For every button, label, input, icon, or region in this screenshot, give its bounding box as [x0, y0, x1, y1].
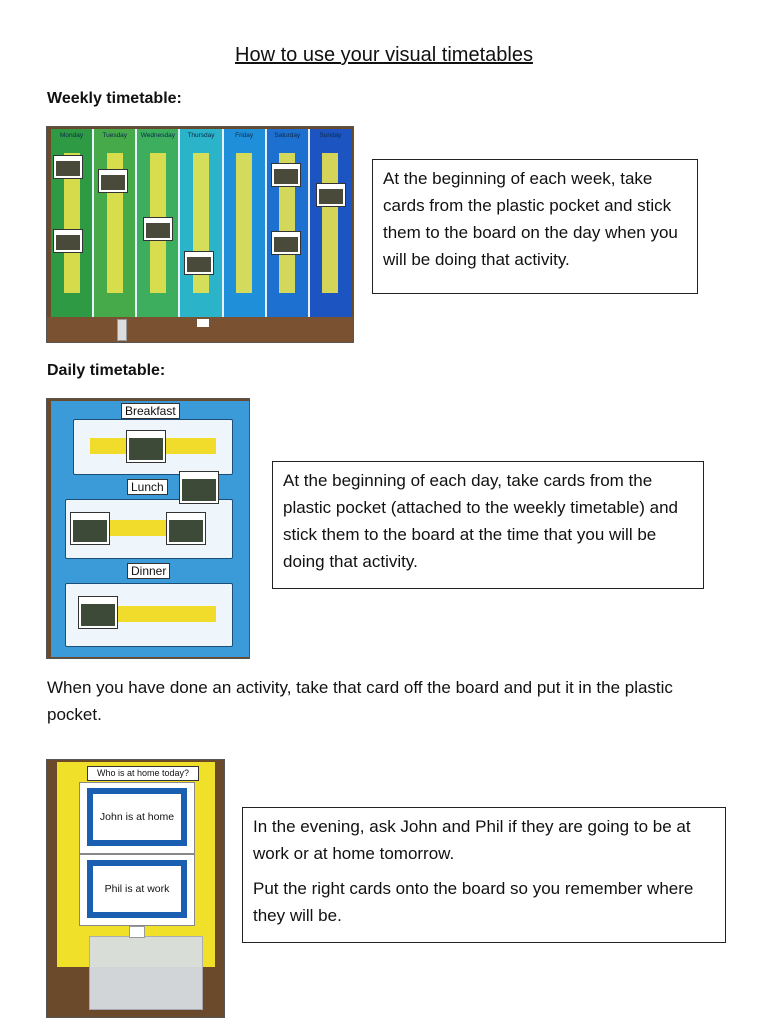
- pocket-clip: [197, 319, 209, 327]
- day-column: [137, 129, 180, 317]
- daily-board: [51, 401, 249, 657]
- daily-instruction-box: [272, 461, 704, 589]
- day-column: [180, 129, 223, 317]
- velcro-strip: [106, 606, 216, 622]
- card-slot: [79, 854, 195, 926]
- meal-label-lunch: Lunch: [127, 479, 168, 495]
- activity-card: [316, 183, 346, 207]
- dinner-section: [65, 583, 233, 647]
- meal-label-breakfast: Breakfast: [121, 403, 180, 419]
- day-label: Friday: [235, 132, 254, 139]
- day-column: [224, 129, 267, 317]
- status-card: [87, 788, 187, 846]
- daily-timetable-photo: [46, 398, 250, 659]
- velcro-strip: [322, 153, 338, 293]
- activity-card: [179, 471, 219, 504]
- home-instruction-box: [242, 807, 726, 943]
- day-column: [94, 129, 137, 317]
- day-label: Monday: [60, 132, 84, 139]
- day-label: Tuesday: [102, 132, 128, 139]
- home-instruction-2: Put the right cards onto the board so you remember where they will be.: [253, 879, 694, 925]
- card-text: John is at home: [93, 794, 181, 840]
- day-column: [267, 129, 310, 317]
- activity-card: [78, 596, 118, 629]
- day-label: Saturday: [274, 132, 301, 139]
- activity-card: [143, 217, 173, 241]
- day-column: [310, 129, 351, 317]
- day-label: Wednesday: [140, 132, 175, 139]
- velcro-strip: [236, 153, 252, 293]
- weekly-instruction: At the beginning of each week, take cards from the plastic pocket and stick them to the board on the day when you will be doing that activity.: [383, 169, 678, 269]
- day-column: [51, 129, 94, 317]
- weekly-board: [51, 129, 351, 317]
- day-label: Sunday: [319, 132, 342, 139]
- day-label: Thursday: [187, 132, 215, 139]
- card-slot: [79, 782, 195, 854]
- activity-card: [53, 229, 83, 253]
- weekly-timetable-photo: [46, 126, 354, 343]
- breakfast-section: [73, 419, 233, 475]
- meal-label-dinner: Dinner: [127, 563, 170, 579]
- status-card: [87, 860, 187, 918]
- activity-card: [271, 231, 301, 255]
- card-text: Phil is at work: [93, 866, 181, 912]
- weekly-instruction-box: [372, 159, 698, 294]
- activity-card: [184, 251, 214, 275]
- who-is-at-home-photo: [46, 759, 225, 1018]
- plastic-pocket: [89, 936, 203, 1010]
- activity-card: [70, 512, 110, 545]
- lunch-section: [65, 499, 233, 559]
- daily-instruction: At the beginning of each day, take cards from the plastic pocket (attached to the weekly timetable) and stick them to the board at the time that you will be doing that activity.: [283, 471, 678, 571]
- board-title: Who is at home today?: [87, 766, 199, 781]
- daily-heading: Daily timetable:: [47, 362, 166, 379]
- activity-card: [271, 163, 301, 187]
- activity-card: [166, 512, 206, 545]
- activity-card: [98, 169, 128, 193]
- home-instruction-1: In the evening, ask John and Phil if they are going to be at work or at home tomorrow.: [253, 817, 691, 863]
- pocket-clip: [129, 926, 145, 938]
- activity-card: [53, 155, 83, 179]
- pocket-clip: [117, 319, 127, 341]
- after-activity-text: When you have done an activity, take that card off the board and put it in the plastic pocket.: [47, 678, 673, 724]
- weekly-heading: Weekly timetable:: [47, 90, 182, 107]
- page-title: How to use your visual timetables: [235, 44, 533, 66]
- activity-card: [126, 430, 166, 463]
